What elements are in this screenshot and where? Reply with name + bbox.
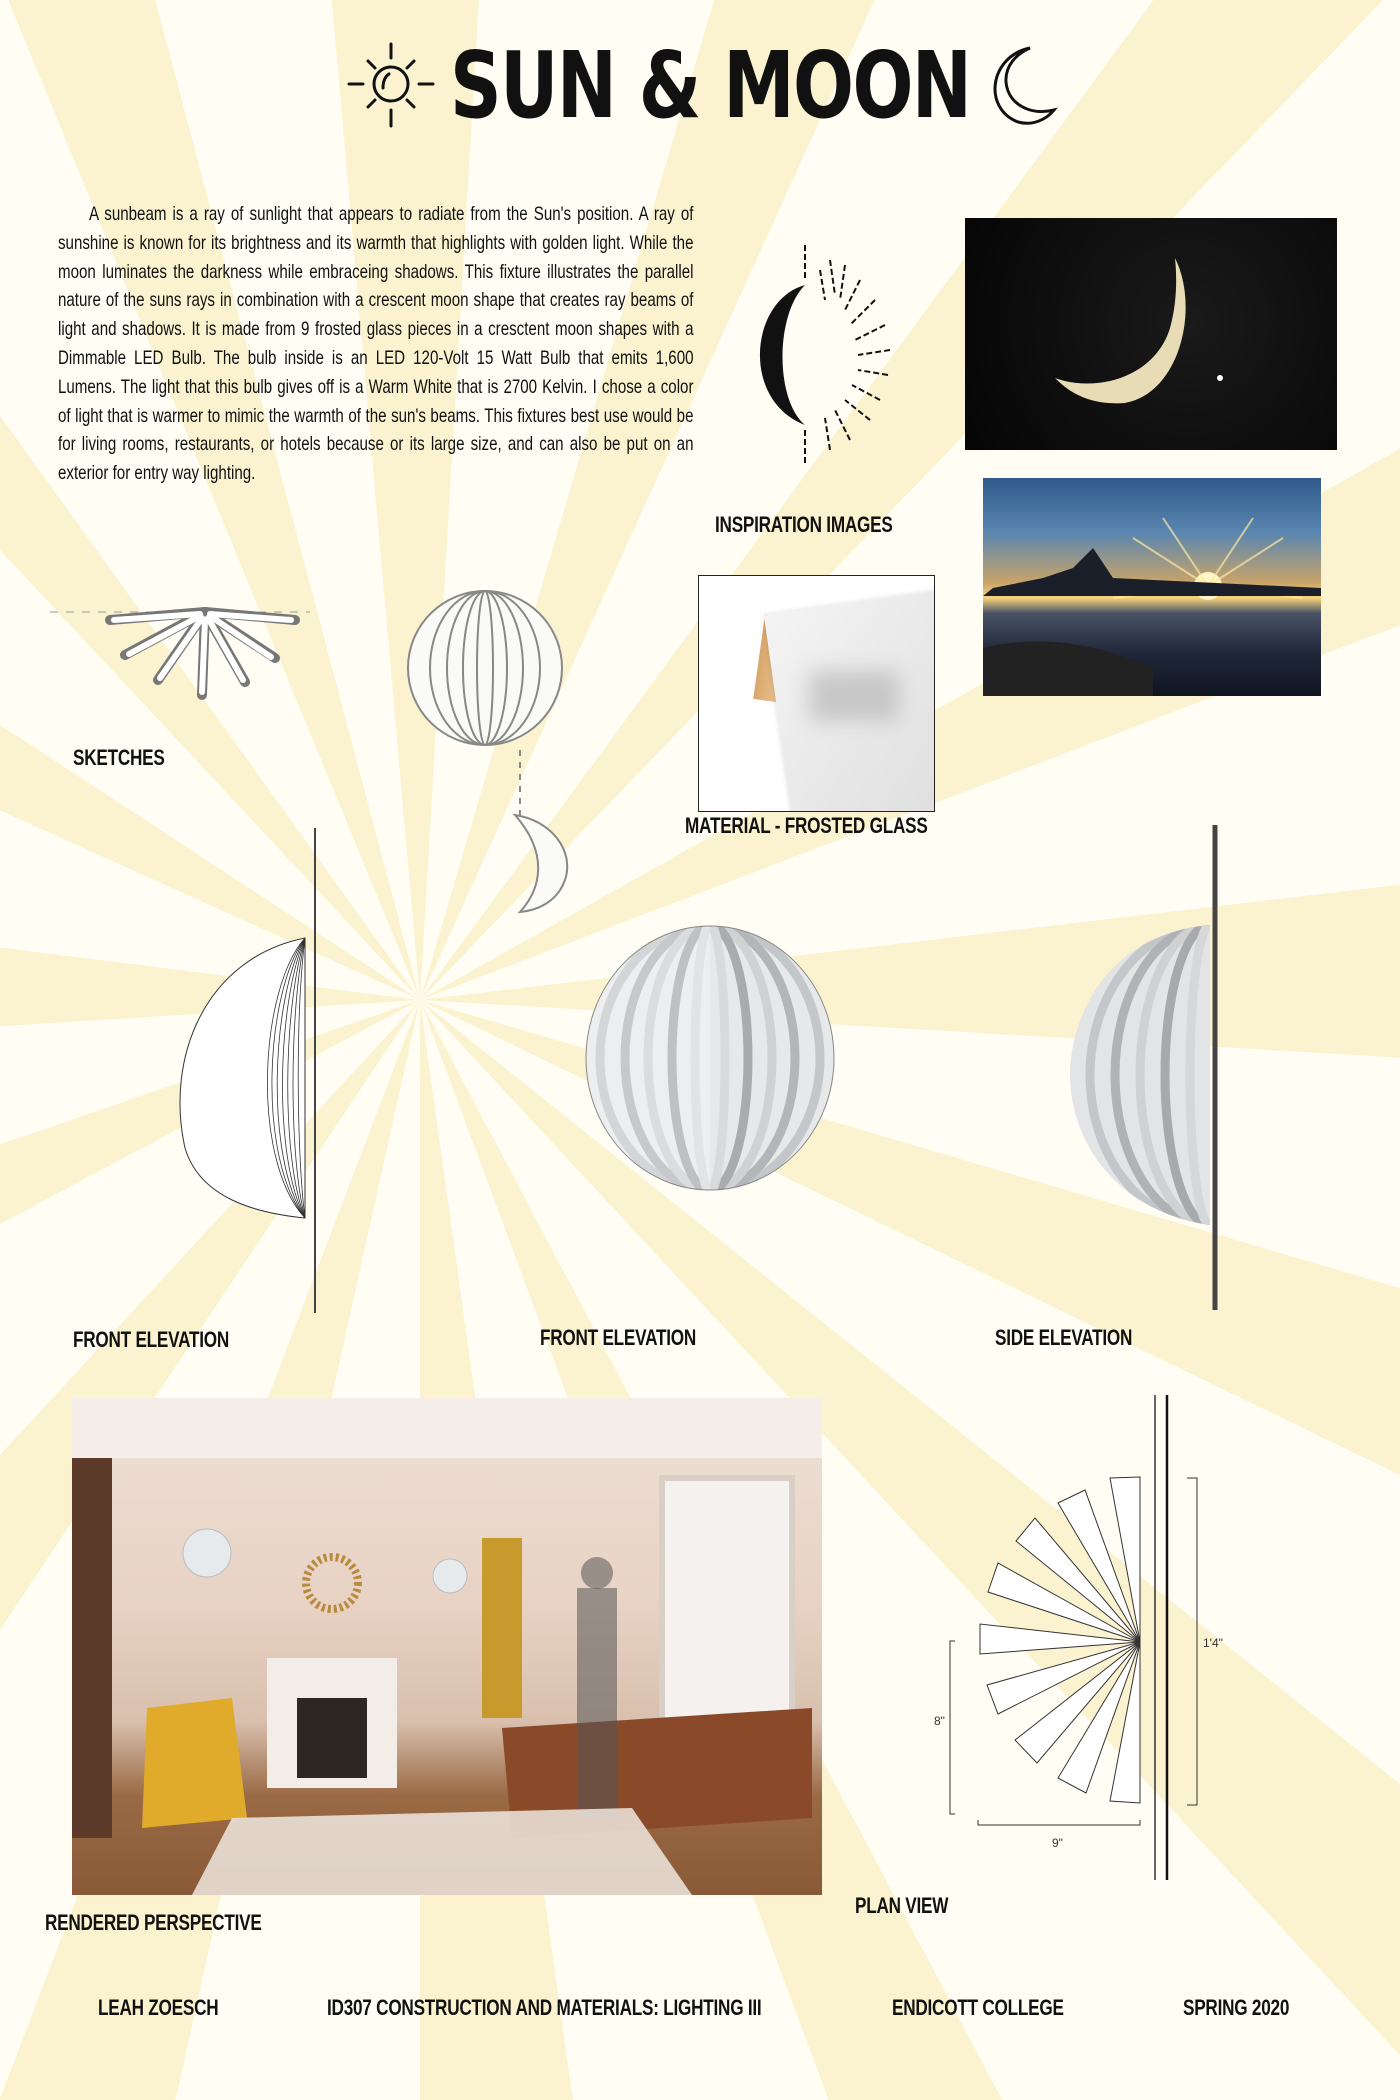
plan-view-label: PLAN VIEW [855,1893,949,1918]
page-title: SUN & MOON [450,32,971,139]
footer-course: ID307 CONSTRUCTION AND MATERIALS: LIGHTING III [327,1995,762,2020]
footer-author: LEAH ZOESCH [98,1995,219,2020]
crescent-moon-icon [960,42,1060,134]
front-elevation-label-2: FRONT ELEVATION [540,1325,697,1350]
inspiration-label: INSPIRATION IMAGES [715,512,893,537]
front-elevation-rendered-sphere [585,925,835,1195]
project-description: A sunbeam is a ray of sunlight that appears to radiate from the Sun's position. A ray of sunshine is known for its brightness and its warmth that highlights with golden light. While the moon luminates the darkness while embraceing shadows. This fixture illustrates the parallel nature of the suns rays in combination with a crescent moon shape that creates ray beams of light and shadows. It is made from 9 frosted glass pieces in a cresctent moon shapes with a Dimmable LED Bulb. The bulb inside is an LED 120-Volt 15 Watt Bulb that emits 1,600 Lumens. The light that this bulb gives off is a Warm White that is 2700 Kelvin. I chose a color of light that is warmer to mimic the warmth of the sun's beams. This fixtures best use would be for living rooms, restaurants, or hotels because or its large size, and can also be put on an exterior for entry way lighting. [58,203,694,485]
plan-height-dimension: 1'4" [1203,1636,1223,1650]
side-elevation-label: SIDE ELEVATION [995,1325,1133,1350]
front-elevation-line-drawing [165,828,325,1328]
sun-icon [345,38,437,130]
footer-school: ENDICOTT COLLEGE [892,1995,1064,2020]
sunset-sea-photo [983,478,1321,696]
rendered-perspective-label: RENDERED PERSPECTIVE [45,1910,262,1935]
sunray-fan-sketch [50,600,310,710]
plan-depth-dimension: 8" [934,1714,945,1728]
plan-width-dimension: 9" [1052,1836,1063,1850]
material-label: MATERIAL - FROSTED GLASS [685,813,928,838]
plan-view-drawing [920,1380,1240,1900]
rendered-perspective-image [72,1398,822,1895]
sphere-sketch [400,590,580,920]
crescent-moon-photo [965,218,1337,450]
crescent-sunray-illustration [730,240,910,470]
frosted-glass-sample [698,575,935,812]
side-elevation-rendered [1060,825,1225,1315]
footer-term: SPRING 2020 [1183,1995,1290,2020]
sketches-label: SKETCHES [73,745,165,770]
front-elevation-label-1: FRONT ELEVATION [73,1327,230,1352]
